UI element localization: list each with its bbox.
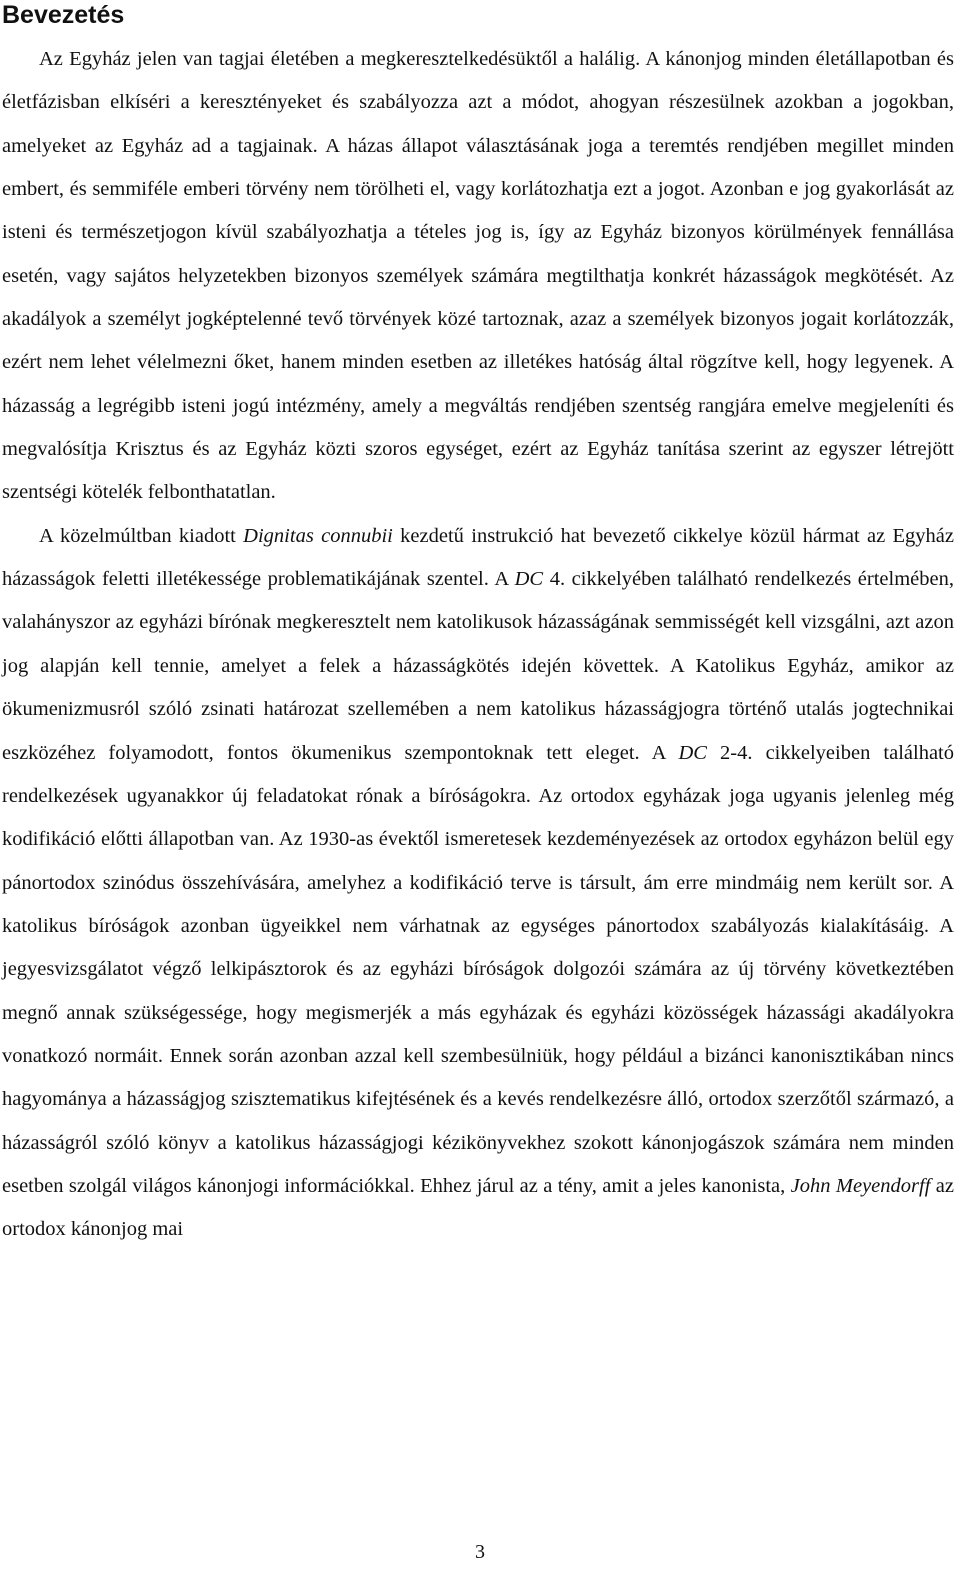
text-run: kezdetű instrukció hat bevezető cikkelye közül hármat az Egyház házasságok feletti illetékessége problematikájának szentel. A <box>2 524 954 591</box>
italic-text-run: John Meyendorff <box>790 1174 931 1197</box>
paragraph-2 <box>2 515 954 1252</box>
text-run: Az Egyház jelen van tagjai életében a megkeresztelkedésüktől a halálig. A kánonjog minden életállapotban és életfázisban elkíséri a keresztényeket és szabályozza azt a módot, ahogyan részesülnek azokban a jogokban, amelyeket az Egyház ad a tagjainak. A házas állapot választásának joga a teremtés rendjében megillet minden embert, és semmiféle emberi törvény nem törölheti el, vagy korlátozhatja ezt a jogot. Azonban e jog gyakorlását az isteni és természetjogon kívül szabályozhatja a tételes jog is, így az Egyház bizonyos körülmények fennállása esetén, vagy sajátos helyzetekben bizonyos személyek számára megtilthatja konkrét házasságok megkötését. Az akadályok a személyt jogképtelenné tevő törvények közé tartoznak, azaz a személyek bizonyos jogait korlátozzák, ezért nem lehet vélelmezni őket, hanem minden esetben az illetékes hatóság által rögzítve kell, hogy legyenek. A házasság a legrégibb isteni jogú intézmény, amely a megváltás rendjében szentség rangjára emelve megjeleníti és megvalósítja Krisztus és az Egyház közti szoros egységet, ezért az Egyház tanítása szerint az egyszer létrejött szentségi kötelék felbonthatatlan. <box>2 48 954 504</box>
italic-text-run: Dignitas connubii <box>243 524 393 547</box>
italic-text-run: DC <box>678 741 707 764</box>
text-run: A közelmúltban kiadott <box>39 524 244 547</box>
italic-text-run: DC <box>514 568 544 591</box>
section-heading: Bevezetés <box>2 1 125 29</box>
text-run: 2-4. cikkelyeiben található rendelkezések ugyanakkor új feladatokat rónak a bíróságokra. Az ortodox egyházak joga ugyanis jelenleg még kodifikáció előtti állapotban van. Az 1930-as évektől ismeretesek kezdeményezések az ortodox egyházon belül egy pánortodox szinódus összehívására, amelyhez a kodifikáció terve is társult, ám erre mindmáig nem került sor. A katolikus bíróságok azonban ügyeikkel nem várhatnak az egységes pánortodox szabályozás kialakításáig. A jegyesvizsgálatot végző lelkipásztorok és az egyházi bíróságok dolgozói számára az új törvény következtében megnő annak szükségessége, hogy megismerjék a más egyházak és egyházi közösségek házassági akadályokra vonatkozó normáit. Ennek során azonban azzal kell szembesülniük, hogy például a bizánci kanonisztikában nincs hagyománya a házasságjog szisztematikus kifejtésének és a kevés rendelkezésre álló, ortodox szerzőtől származó, a házasságról szóló könyv a katolikus házasságjogi kézikönyvekhez szokott kánonjogászok számára nem minden esetben szolgál világos kánonjogi információkkal. Ehhez járul az a tény, amit a jeles kanonista, <box>2 741 955 1197</box>
body-text <box>2 38 954 1252</box>
text-run: 4. cikkelyében található rendelkezés értelmében, valahányszor az egyházi bírónak megkeresztelt nem katolikusok házasságának semmisségét kell vizsgálni, azt azon jog alapján kell tennie, amelyet a felek a házasságkötés idején követtek. A Katolikus Egyház, amikor az ökumenizmusról szóló zsinati határozat szellemében a nem katolikus házasságjogra történő utalás jogtechnikai eszközéhez folyamodott, fontos ökumenikus szempontoknak tett eleget. A <box>2 568 954 764</box>
page-number: 3 <box>475 1541 485 1563</box>
paragraph-1 <box>2 38 954 515</box>
text-run: az ortodox kánonjog mai <box>2 1174 955 1241</box>
